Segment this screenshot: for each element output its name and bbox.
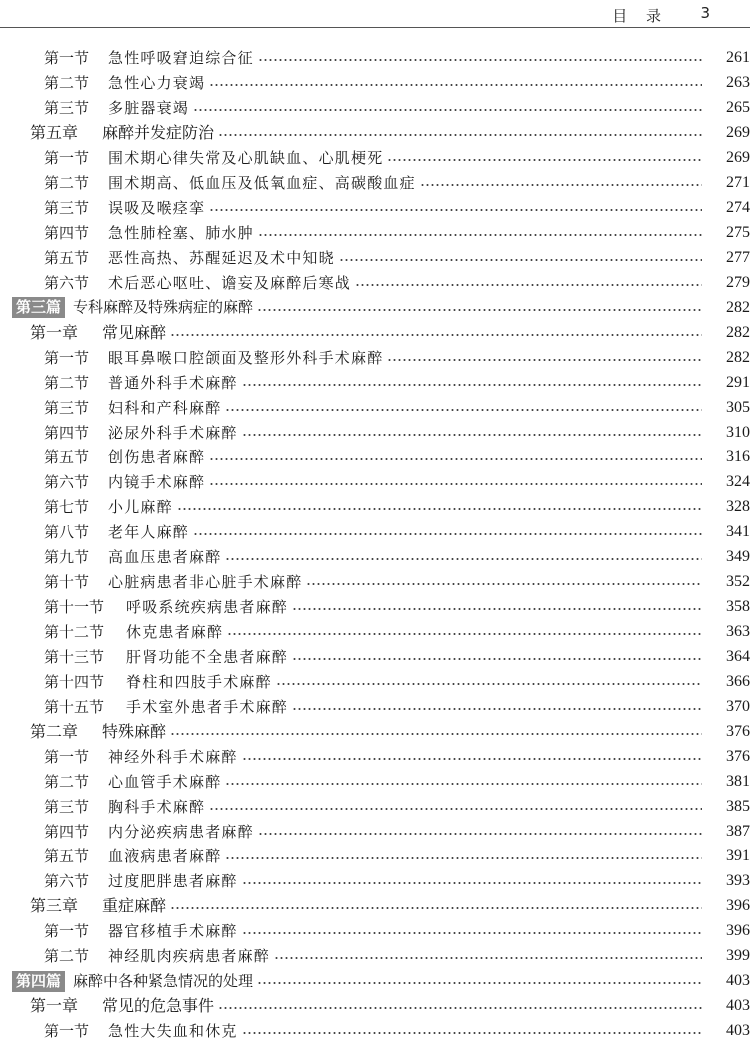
- header-page-number: 3: [700, 4, 710, 22]
- toc-entry-label: [44, 447, 209, 467]
- section-number: 第十四节: [44, 672, 105, 691]
- page-number: 396: [726, 897, 750, 915]
- toc-entry-label: [44, 472, 209, 492]
- page-number: 274: [726, 199, 750, 217]
- section-number: 第十二节: [44, 623, 105, 642]
- section-title: 手术室外患者手术麻醉: [126, 697, 289, 716]
- toc-entry-label: [44, 423, 242, 443]
- page-number: 269: [726, 149, 750, 167]
- page-number: 324: [726, 473, 750, 491]
- chapter-number: 第五章: [30, 123, 79, 143]
- section-title: 泌尿外科手术麻醉: [108, 423, 238, 442]
- header-title: 目 录: [612, 7, 668, 25]
- toc-entry-section[interactable]: [0, 819, 750, 844]
- dot-leader: [258, 59, 702, 61]
- toc-entry-label: [44, 946, 274, 966]
- page-number: 341: [726, 523, 750, 541]
- toc-entry-label: [44, 373, 242, 393]
- toc-entry-section[interactable]: [0, 694, 750, 719]
- section-title: 术后恶心呕吐、谵妄及麻醉后寒战: [108, 273, 352, 292]
- section-title: 围术期心律失常及心肌缺血、心肌梗死: [108, 149, 384, 168]
- dot-leader: [258, 833, 702, 835]
- section-title: 老年人麻醉: [108, 523, 190, 542]
- page-number: 282: [726, 348, 750, 366]
- toc-entry-label: [44, 522, 193, 542]
- dot-leader: [355, 284, 702, 286]
- section-title: 胸科手术麻醉: [108, 797, 206, 816]
- page-number: 263: [726, 74, 750, 92]
- dot-leader: [276, 683, 702, 685]
- dot-leader: [387, 159, 702, 161]
- dot-leader: [242, 932, 702, 934]
- section-number: 第七节: [44, 498, 90, 517]
- page-number: 363: [726, 623, 750, 641]
- toc-entry-label: [44, 772, 225, 792]
- toc-entry-chapter[interactable]: [0, 719, 750, 744]
- section-number: 第二节: [44, 772, 90, 791]
- toc-entry-chapter[interactable]: [0, 121, 750, 146]
- section-number: 第五节: [44, 448, 90, 467]
- dot-leader: [242, 1032, 702, 1034]
- section-number: 第二节: [44, 373, 90, 392]
- dot-leader: [209, 209, 702, 211]
- toc-entry-section[interactable]: [0, 270, 750, 295]
- page-number: 271: [726, 174, 750, 192]
- dot-leader: [242, 384, 702, 386]
- dot-leader: [292, 708, 702, 710]
- chapter-title: 重症麻醉: [102, 896, 167, 916]
- toc-entry-section[interactable]: [0, 944, 750, 969]
- section-number: 第三节: [44, 199, 90, 218]
- dot-leader: [420, 184, 702, 186]
- section-number: 第二节: [44, 947, 90, 966]
- chapter-number: 第一章: [30, 996, 79, 1016]
- page-number: 305: [726, 398, 750, 416]
- section-title: 高血压患者麻醉: [108, 548, 222, 567]
- toc-entry-section[interactable]: [0, 919, 750, 944]
- dot-leader: [257, 982, 702, 984]
- toc-entry-label: [44, 198, 209, 218]
- section-title: 围术期高、低血压及低氧血症、高碳酸血症: [108, 174, 416, 193]
- dot-leader: [292, 608, 702, 610]
- toc-entry-label: [44, 547, 225, 567]
- page-number: 376: [726, 722, 750, 740]
- dot-leader: [193, 533, 702, 535]
- section-number: 第二节: [44, 174, 90, 193]
- part-title: 麻醉中各种紧急情况的处理: [73, 971, 254, 990]
- toc-entry-section[interactable]: [0, 520, 750, 545]
- page-number: 352: [726, 573, 750, 591]
- toc-entry-label: [44, 822, 258, 842]
- toc-entry-part[interactable]: [0, 295, 750, 320]
- section-title: 神经外科手术麻醉: [108, 747, 238, 766]
- toc-entry-label: [44, 647, 292, 667]
- page-number: 381: [726, 772, 750, 790]
- toc-entry-chapter[interactable]: [0, 320, 750, 345]
- section-title: 恶性高热、苏醒延迟及术中知晓: [108, 248, 335, 267]
- toc-entry-label: [44, 48, 258, 68]
- dot-leader: [339, 259, 702, 261]
- section-number: 第四节: [44, 822, 90, 841]
- toc-entry-section[interactable]: [0, 246, 750, 271]
- section-title: 肝肾功能不全患者麻醉: [126, 647, 289, 666]
- toc-entry-label: [44, 497, 177, 517]
- dot-leader: [177, 508, 702, 510]
- toc-entry-section[interactable]: [0, 395, 750, 420]
- dot-leader: [170, 334, 702, 336]
- toc-entry-section[interactable]: [0, 794, 750, 819]
- page-number: 291: [726, 373, 750, 391]
- dot-leader: [257, 309, 702, 311]
- dot-leader: [242, 434, 702, 436]
- toc-entry-label: [30, 996, 218, 1016]
- toc-entry-label: [44, 846, 225, 866]
- page-number: 358: [726, 598, 750, 616]
- page-header: [0, 0, 750, 28]
- dot-leader: [242, 758, 702, 760]
- section-number: 第五节: [44, 847, 90, 866]
- toc-entry-label: [44, 173, 420, 193]
- page-number: 277: [726, 248, 750, 266]
- toc-entry-section[interactable]: [0, 370, 750, 395]
- section-number: 第三节: [44, 99, 90, 118]
- page-number: 387: [726, 822, 750, 840]
- section-number: 第八节: [44, 523, 90, 542]
- toc-entry-label: [30, 722, 170, 742]
- page-number: 396: [726, 922, 750, 940]
- dot-leader: [209, 458, 702, 460]
- toc-entry-section[interactable]: [0, 620, 750, 645]
- toc-entry-section[interactable]: [0, 420, 750, 445]
- dot-leader: [225, 409, 702, 411]
- section-title: 误吸及喉痉挛: [108, 199, 206, 218]
- section-number: 第三节: [44, 797, 90, 816]
- section-title: 妇科和产科麻醉: [108, 398, 222, 417]
- toc-entry-label: [44, 73, 209, 93]
- toc-entry-section[interactable]: [0, 470, 750, 495]
- toc-entry-label: [44, 572, 306, 592]
- section-title: 器官移植手术麻醉: [108, 922, 238, 941]
- chapter-title: 常见的危急事件: [102, 996, 215, 1016]
- page-number: 403: [726, 972, 750, 990]
- dot-leader: [225, 857, 702, 859]
- part-number-badge: 第三篇: [12, 297, 65, 318]
- page-number: 310: [726, 423, 750, 441]
- section-number: 第六节: [44, 273, 90, 292]
- section-title: 急性心力衰竭: [108, 74, 206, 93]
- section-title: 内分泌疾病患者麻醉: [108, 822, 254, 841]
- section-title: 脊柱和四肢手术麻醉: [126, 672, 272, 691]
- toc-entry-section[interactable]: [0, 46, 750, 71]
- toc-entry-section[interactable]: [0, 570, 750, 595]
- toc-entry-chapter[interactable]: [0, 994, 750, 1019]
- toc-entry-section[interactable]: [0, 1019, 750, 1044]
- section-number: 第十三节: [44, 647, 105, 666]
- section-number: 第一节: [44, 149, 90, 168]
- section-number: 第十五节: [44, 697, 105, 716]
- section-title: 创伤患者麻醉: [108, 448, 206, 467]
- chapter-number: 第二章: [30, 721, 79, 741]
- toc-entry-label: [44, 98, 193, 118]
- toc-entry-section[interactable]: [0, 96, 750, 121]
- dot-leader: [218, 1007, 702, 1009]
- toc-entry-label: [44, 747, 242, 767]
- section-title: 心血管手术麻醉: [108, 772, 222, 791]
- dot-leader: [225, 558, 702, 560]
- dot-leader: [170, 907, 702, 909]
- toc-entry-label: [44, 672, 276, 692]
- dot-leader: [209, 84, 702, 86]
- dot-leader: [306, 583, 702, 585]
- page-number: 316: [726, 448, 750, 466]
- dot-leader: [387, 359, 702, 361]
- table-of-contents: [0, 46, 750, 1044]
- chapter-number: 第一章: [30, 322, 79, 342]
- toc-entry-section[interactable]: [0, 744, 750, 769]
- toc-entry-label: [44, 398, 225, 418]
- toc-entry-label: [44, 921, 242, 941]
- toc-entry-section[interactable]: [0, 545, 750, 570]
- page-number: 265: [726, 99, 750, 117]
- page-number: 391: [726, 847, 750, 865]
- section-number: 第九节: [44, 548, 90, 567]
- toc-entry-label: [44, 248, 339, 268]
- toc-entry-section[interactable]: [0, 146, 750, 171]
- toc-entry-label: [44, 797, 209, 817]
- toc-entry-label: [12, 297, 257, 318]
- part-number-badge: 第四篇: [12, 971, 65, 992]
- toc-entry-section[interactable]: [0, 71, 750, 96]
- page-number: 261: [726, 49, 750, 67]
- toc-entry-label: [44, 1021, 242, 1041]
- toc-entry-label: [30, 323, 170, 343]
- section-number: 第四节: [44, 423, 90, 442]
- dot-leader: [242, 882, 702, 884]
- section-number: 第六节: [44, 473, 90, 492]
- page-number: 403: [726, 997, 750, 1015]
- section-title: 多脏器衰竭: [108, 99, 190, 118]
- page-number: 370: [726, 697, 750, 715]
- toc-entry-label: [30, 896, 170, 916]
- toc-entry-section[interactable]: [0, 844, 750, 869]
- dot-leader: [225, 783, 702, 785]
- page-number: 385: [726, 797, 750, 815]
- toc-entry-label: [44, 273, 355, 293]
- page-number: 393: [726, 872, 750, 890]
- toc-entry-section[interactable]: [0, 345, 750, 370]
- toc-entry-section[interactable]: [0, 495, 750, 520]
- chapter-number: 第三章: [30, 896, 79, 916]
- page-number: 328: [726, 498, 750, 516]
- toc-entry-section[interactable]: [0, 595, 750, 620]
- dot-leader: [209, 483, 702, 485]
- dot-leader: [193, 109, 702, 111]
- dot-leader: [274, 957, 702, 959]
- toc-entry-label: [12, 971, 257, 992]
- toc-entry-label: [44, 597, 292, 617]
- toc-entry-section[interactable]: [0, 221, 750, 246]
- page-number: 403: [726, 1022, 750, 1040]
- toc-entry-section[interactable]: [0, 196, 750, 221]
- section-title: 过度肥胖患者麻醉: [108, 872, 238, 891]
- toc-entry-section[interactable]: [0, 769, 750, 794]
- page-number: 399: [726, 947, 750, 965]
- dot-leader: [218, 134, 702, 136]
- section-title: 急性呼吸窘迫综合征: [108, 49, 254, 68]
- toc-entry-section[interactable]: [0, 669, 750, 694]
- toc-entry-section[interactable]: [0, 445, 750, 470]
- section-number: 第五节: [44, 248, 90, 267]
- page-number: 349: [726, 548, 750, 566]
- section-title: 呼吸系统疾病患者麻醉: [126, 598, 289, 617]
- dot-leader: [209, 808, 702, 810]
- dot-leader: [258, 234, 702, 236]
- chapter-title: 特殊麻醉: [102, 721, 167, 741]
- toc-entry-section[interactable]: [0, 869, 750, 894]
- toc-entry-label: [44, 622, 227, 642]
- section-number: 第三节: [44, 398, 90, 417]
- page-number: 364: [726, 647, 750, 665]
- toc-entry-label: [44, 348, 387, 368]
- section-title: 血液病患者麻醉: [108, 847, 222, 866]
- dot-leader: [170, 733, 702, 735]
- section-title: 心脏病患者非心脏手术麻醉: [108, 573, 303, 592]
- toc-entry-section[interactable]: [0, 645, 750, 670]
- page-number: 282: [726, 298, 750, 316]
- section-number: 第一节: [44, 348, 90, 367]
- section-title: 小儿麻醉: [108, 498, 173, 517]
- page-number: 275: [726, 224, 750, 242]
- section-title: 休克患者麻醉: [126, 623, 224, 642]
- page-number: 376: [726, 747, 750, 765]
- section-number: 第一节: [44, 1022, 90, 1041]
- section-number: 第一节: [44, 922, 90, 941]
- toc-entry-chapter[interactable]: [0, 894, 750, 919]
- section-number: 第四节: [44, 224, 90, 243]
- toc-entry-section[interactable]: [0, 171, 750, 196]
- section-number: 第十节: [44, 573, 90, 592]
- section-number: 第二节: [44, 74, 90, 93]
- section-number: 第十一节: [44, 598, 105, 617]
- toc-entry-label: [30, 123, 218, 143]
- section-title: 普通外科手术麻醉: [108, 373, 238, 392]
- part-title: 专科麻醉及特殊病症的麻醉: [73, 298, 254, 317]
- dot-leader: [227, 633, 702, 635]
- dot-leader: [292, 658, 702, 660]
- toc-entry-label: [44, 871, 242, 891]
- toc-entry-label: [44, 148, 387, 168]
- page-number: 279: [726, 273, 750, 291]
- page-number: 366: [726, 672, 750, 690]
- section-title: 神经肌肉疾病患者麻醉: [108, 947, 271, 966]
- page-number: 282: [726, 323, 750, 341]
- chapter-title: 麻醉并发症防治: [102, 123, 215, 143]
- section-title: 急性肺栓塞、肺水肿: [108, 224, 254, 243]
- toc-entry-label: [44, 697, 292, 717]
- page-number: 269: [726, 124, 750, 142]
- toc-entry-part[interactable]: [0, 969, 750, 994]
- section-title: 内镜手术麻醉: [108, 473, 206, 492]
- section-number: 第六节: [44, 872, 90, 891]
- section-title: 眼耳鼻喉口腔颌面及整形外科手术麻醉: [108, 348, 384, 367]
- section-title: 急性大失血和休克: [108, 1022, 238, 1041]
- toc-entry-label: [44, 223, 258, 243]
- section-number: 第一节: [44, 747, 90, 766]
- section-number: 第一节: [44, 49, 90, 68]
- chapter-title: 常见麻醉: [102, 322, 167, 342]
